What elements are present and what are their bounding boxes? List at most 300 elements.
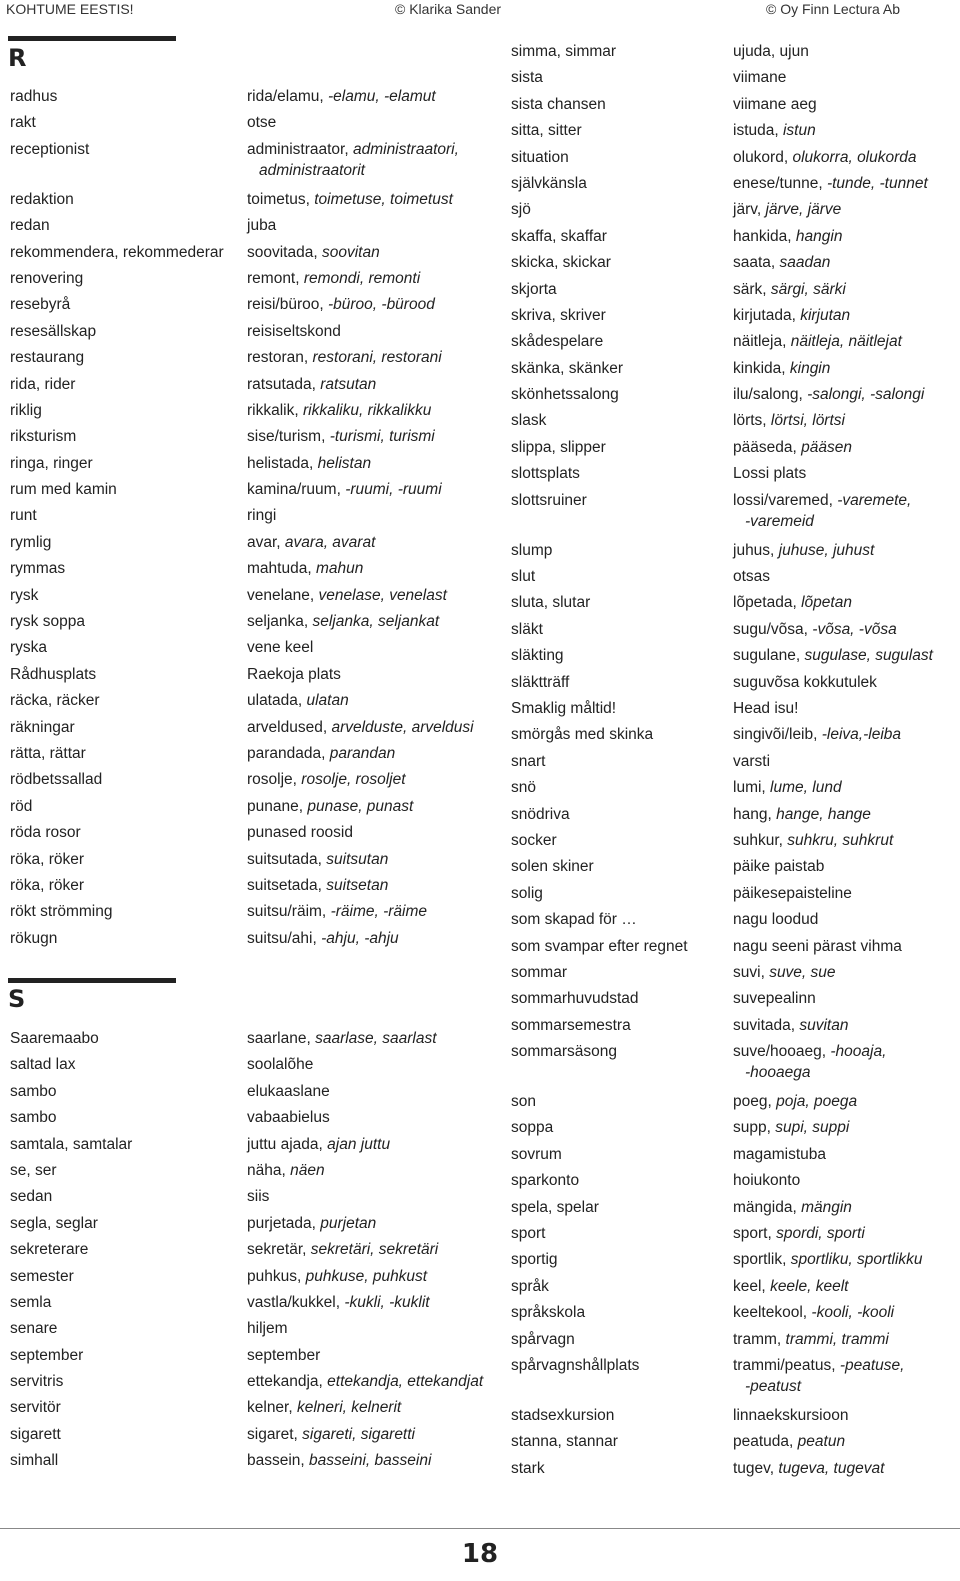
estonian-translation: [247, 1132, 390, 1158]
inflected-forms: sugulase, sugulast: [804, 647, 933, 665]
estonian-translation: [247, 556, 363, 582]
swedish-term: rymmas: [10, 560, 66, 578]
translation-base: rikkalik,: [247, 401, 303, 419]
estonian-translation: [247, 398, 431, 424]
translation-base: lossi/varemed,: [733, 491, 838, 509]
estonian-translation: [733, 356, 830, 382]
dictionary-entry: [511, 907, 951, 933]
inflected-forms: toimetuse, toimetust: [314, 190, 453, 208]
translation-base: suitsutada,: [247, 850, 327, 868]
inflected-forms: lume, lund: [770, 779, 842, 797]
inflected-forms: pääsen: [801, 438, 852, 456]
dictionary-entry: [10, 609, 490, 635]
inflected-forms: -kooli, -kooli: [811, 1304, 895, 1322]
inflected-forms: arvelduste, arveldusi: [331, 718, 474, 736]
dictionary-entry: [511, 934, 951, 960]
translation-base: nagu seeni pärast vihma: [733, 937, 902, 955]
swedish-term: sjö: [511, 201, 531, 219]
swedish-term: sommarhuvudstad: [511, 990, 639, 1008]
dictionary-entry: [10, 345, 490, 371]
swedish-term: slask: [511, 412, 547, 430]
translation-base: sportlik,: [733, 1251, 791, 1269]
estonian-translation: [733, 1089, 857, 1115]
estonian-translation: [247, 84, 436, 110]
swedish-term: röka, röker: [10, 876, 85, 894]
swedish-term: släkting: [511, 647, 564, 665]
estonian-translation: [247, 1079, 330, 1105]
translation-base: keel,: [733, 1277, 771, 1295]
inflected-forms: mahun: [315, 560, 364, 578]
inflected-forms-continued: -varemeid: [745, 513, 814, 531]
estonian-translation: [247, 1237, 438, 1263]
estonian-translation: [733, 696, 798, 722]
translation-base: punased roosid: [247, 824, 353, 842]
estonian-translation: [733, 382, 924, 408]
estonian-translation: [247, 187, 453, 213]
swedish-term: rökugn: [10, 929, 58, 947]
dictionary-entry: [511, 118, 951, 144]
inflected-forms: rikkaliku, rikkalikku: [302, 401, 432, 419]
dictionary-entry: [511, 1247, 951, 1273]
translation-base: viimane aeg: [733, 95, 817, 113]
inflected-forms: soovitan: [321, 243, 380, 261]
estonian-translation: [733, 1115, 849, 1141]
translation-base: saata,: [733, 254, 780, 272]
translation-base: vabaabielus: [247, 1109, 330, 1127]
swedish-term: ringa, ringer: [10, 454, 93, 472]
dictionary-entry: [10, 1026, 490, 1052]
swedish-term: saltad lax: [10, 1056, 76, 1074]
dictionary-entry: [10, 1158, 490, 1184]
dictionary-entry: [10, 1132, 490, 1158]
estonian-translation: [733, 749, 770, 775]
dictionary-entry: [511, 145, 951, 171]
translation-base: supp,: [733, 1119, 776, 1137]
inflected-forms: ulatan: [306, 692, 349, 710]
estonian-translation: [733, 145, 917, 171]
dictionary-entry: [10, 820, 490, 846]
swedish-term: skicka, skickar: [511, 254, 611, 272]
estonian-translation: [247, 213, 276, 239]
translation-base: kirjutada,: [733, 306, 801, 324]
translation-base: kamina/ruum,: [247, 481, 346, 499]
swedish-term: radhus: [10, 88, 58, 105]
dictionary-entry: [511, 92, 951, 118]
estonian-translation: [733, 722, 901, 748]
dictionary-entry: [511, 802, 951, 828]
swedish-term: rakt: [10, 114, 36, 132]
translation-base: puhkus,: [247, 1267, 306, 1285]
estonian-translation: [733, 65, 786, 91]
translation-base: viimane: [733, 69, 787, 87]
dictionary-entry: [10, 110, 490, 136]
dictionary-entry: [511, 828, 951, 854]
estonian-translation: [247, 451, 371, 477]
inflected-forms: -võsa, -võsa: [812, 620, 897, 638]
estonian-translation: [247, 137, 459, 187]
inflected-forms: -ahju, -ahju: [321, 929, 399, 947]
estonian-translation: [247, 767, 406, 793]
estonian-translation: [247, 635, 313, 661]
dictionary-entry: [511, 329, 951, 355]
estonian-translation: [733, 670, 877, 696]
inflected-forms: suitsetan: [326, 876, 389, 894]
swedish-term: sigarett: [10, 1425, 61, 1443]
dictionary-entry: [511, 39, 951, 65]
estonian-translation: [247, 1316, 287, 1342]
translation-base: vastla/kukkel,: [247, 1293, 345, 1311]
translation-base: reisiseltskond: [247, 322, 341, 340]
estonian-translation: [247, 609, 439, 635]
translation-base: ettekandja,: [247, 1373, 328, 1391]
swedish-term: skriva, skriver: [511, 306, 606, 324]
swedish-term: rödbetssallad: [10, 771, 103, 789]
dictionary-entry: [10, 1395, 490, 1421]
translation-base: sigaret,: [247, 1425, 303, 1443]
estonian-translation: [247, 1158, 325, 1184]
translation-base: vene keel: [247, 639, 314, 657]
dictionary-entry: [511, 1115, 951, 1141]
right-column-entries: [511, 39, 951, 1482]
translation-base: keeltekool,: [733, 1304, 812, 1322]
estonian-translation: [247, 319, 341, 345]
dictionary-entry: [511, 749, 951, 775]
dictionary-entry: [10, 1052, 490, 1078]
translation-base: elukaaslane: [247, 1082, 330, 1100]
estonian-translation: [733, 960, 836, 986]
translation-base: sugu/võsa,: [733, 620, 813, 638]
dictionary-entry: [10, 873, 490, 899]
estonian-translation: [247, 424, 435, 450]
inflected-forms: poja, poega: [776, 1093, 858, 1111]
swedish-term: rymlig: [10, 533, 52, 551]
swedish-term: snö: [511, 779, 536, 797]
dictionary-entry: [511, 382, 951, 408]
swedish-term: sista: [511, 69, 543, 87]
dictionary-entry: [10, 1369, 490, 1395]
inflected-forms: hange, hange: [776, 805, 871, 823]
swedish-term: riksturism: [10, 428, 77, 446]
header-center: © Klarika Sander: [395, 1, 502, 17]
swedish-term: rysk: [10, 586, 39, 604]
estonian-translation: [733, 329, 902, 355]
inflected-forms: -peatuse,: [839, 1356, 905, 1374]
inflected-forms: suve, sue: [769, 963, 836, 981]
translation-base: restoran,: [247, 349, 313, 367]
page-number: 18: [461, 1539, 499, 1569]
section-s-entries: [10, 1026, 490, 1475]
estonian-translation: [733, 564, 770, 590]
estonian-translation: [247, 1052, 313, 1078]
dictionary-entry: [10, 137, 490, 187]
translation-base: enese/tunne,: [733, 174, 827, 192]
swedish-term: språk: [511, 1277, 549, 1295]
translation-base: suvi,: [733, 963, 770, 981]
dictionary-entry: [511, 356, 951, 382]
swedish-term: rekommendera, rekommederar: [10, 243, 224, 261]
dictionary-entry: [511, 564, 951, 590]
page-header: [0, 0, 960, 22]
inflected-forms: -salongi, -salongi: [807, 386, 925, 404]
swedish-term: sluta, slutar: [511, 594, 591, 612]
estonian-translation: [733, 197, 841, 223]
translation-base: reisi/büroo,: [247, 296, 328, 314]
estonian-translation: [247, 1264, 427, 1290]
dictionary-entry: [511, 960, 951, 986]
swedish-term: stadsexkursion: [511, 1406, 615, 1424]
swedish-term: runt: [10, 507, 37, 525]
dictionary-entry: [511, 538, 951, 564]
translation-base: näha,: [247, 1161, 291, 1179]
inflected-forms: peatun: [797, 1433, 846, 1451]
swedish-term: Saaremaabo: [10, 1030, 99, 1047]
translation-base: administraator,: [247, 140, 353, 158]
inflected-forms: administraatori,: [352, 140, 459, 158]
dictionary-entry: [511, 881, 951, 907]
swedish-term: röd: [10, 797, 33, 815]
swedish-term: slottsruiner: [511, 491, 587, 509]
estonian-translation: [247, 847, 388, 873]
inflected-forms: -büroo, -bürood: [327, 296, 435, 314]
estonian-translation: [247, 530, 375, 556]
swedish-term: sparkonto: [511, 1172, 580, 1190]
inflected-forms: mängin: [801, 1198, 852, 1216]
estonian-translation: [733, 1039, 886, 1089]
translation-base: ilu/salong,: [733, 386, 808, 404]
translation-base: suve/hooaeg,: [733, 1043, 831, 1061]
swedish-term: slump: [511, 541, 553, 559]
translation-base: soolalõhe: [247, 1056, 314, 1074]
swedish-term: Rådhusplats: [10, 665, 97, 683]
dictionary-entry: [511, 171, 951, 197]
translation-base: sport,: [733, 1225, 777, 1243]
inflected-forms: suvitan: [799, 1016, 849, 1034]
dictionary-entry: [10, 84, 490, 110]
swedish-term: självkänsla: [511, 174, 587, 192]
swedish-term: språkskola: [511, 1304, 586, 1322]
inflected-forms: kingin: [789, 359, 831, 377]
dictionary-entry: [511, 1013, 951, 1039]
dictionary-entry: [511, 1195, 951, 1221]
translation-base: september: [247, 1346, 321, 1364]
dictionary-entry: [10, 1422, 490, 1448]
swedish-term: samtala, samtalar: [10, 1135, 133, 1153]
swedish-term: röka, röker: [10, 850, 85, 868]
swedish-term: renovering: [10, 269, 84, 287]
translation-base: saarlane,: [247, 1030, 316, 1047]
inflected-forms: -leiva,-leiba: [821, 726, 902, 744]
dictionary-entry: [511, 1142, 951, 1168]
translation-base: hankida,: [733, 227, 796, 245]
estonian-translation: [733, 408, 845, 434]
dictionary-entry: [511, 590, 951, 616]
dictionary-entry: [511, 1300, 951, 1326]
estonian-translation: [733, 1274, 848, 1300]
translation-base: otse: [247, 114, 277, 132]
section-r-bar: [8, 36, 176, 41]
section-s-letter: S: [8, 985, 26, 1013]
translation-base: mängida,: [733, 1198, 802, 1216]
inflected-forms: helistan: [317, 454, 372, 472]
dictionary-entry: [10, 503, 490, 529]
swedish-term: slottsplats: [511, 465, 580, 483]
section-s-bar: [8, 978, 176, 983]
dictionary-entry: [10, 662, 490, 688]
estonian-translation: [733, 461, 806, 487]
translation-base: suvepealinn: [733, 990, 816, 1008]
translation-base: mahtuda,: [247, 560, 316, 578]
swedish-term: redaktion: [10, 190, 74, 208]
dictionary-entry: [511, 722, 951, 748]
translation-base: sise/turism,: [247, 428, 330, 446]
swedish-term: Smaklig måltid!: [511, 699, 617, 717]
dictionary-entry: [511, 1456, 951, 1482]
estonian-translation: [247, 926, 399, 952]
swedish-term: spela, spelar: [511, 1198, 599, 1216]
translation-base: siis: [247, 1188, 270, 1206]
translation-base: tugev,: [733, 1459, 779, 1477]
swedish-term: rum med kamin: [10, 481, 117, 499]
translation-base: ulatada,: [247, 692, 307, 710]
inflected-forms: sigareti, sigaretti: [302, 1425, 415, 1443]
inflected-forms: ajan juttu: [327, 1135, 391, 1153]
translation-base: ratsutada,: [247, 375, 321, 393]
inflected-forms: spordi, sporti: [776, 1225, 865, 1243]
dictionary-entry: [10, 794, 490, 820]
estonian-translation: [733, 118, 816, 144]
inflected-forms: venelase, venelast: [318, 586, 447, 604]
estonian-translation: [247, 1290, 430, 1316]
swedish-term: servitör: [10, 1399, 61, 1417]
swedish-term: simhall: [10, 1452, 59, 1470]
estonian-translation: [733, 277, 846, 303]
estonian-translation: [247, 477, 442, 503]
estonian-translation: [733, 1403, 848, 1429]
swedish-term: resebyrå: [10, 296, 71, 314]
swedish-term: stark: [511, 1459, 545, 1477]
estonian-translation: [247, 372, 376, 398]
inflected-forms-continued: -peatust: [745, 1378, 802, 1396]
translation-base: juba: [247, 217, 277, 235]
estonian-translation: [247, 1343, 320, 1369]
estonian-translation: [733, 1327, 889, 1353]
estonian-translation: [733, 1353, 904, 1403]
swedish-term: snart: [511, 752, 546, 770]
inflected-forms: ettekandja, ettekandjat: [327, 1373, 484, 1391]
inflected-forms: kelneri, kelnerit: [296, 1399, 402, 1417]
swedish-term: rökt strömming: [10, 903, 113, 921]
inflected-forms: -hooaja,: [830, 1043, 887, 1061]
translation-base: pääseda,: [733, 438, 802, 456]
estonian-translation: [733, 1195, 852, 1221]
dictionary-entry: [511, 775, 951, 801]
translation-base: olukord,: [733, 148, 793, 166]
estonian-translation: [733, 39, 809, 65]
translation-base: särk,: [733, 280, 771, 298]
estonian-translation: [733, 488, 911, 538]
inflected-forms: keele, keelt: [770, 1277, 849, 1295]
dictionary-entry: [511, 197, 951, 223]
estonian-translation: [733, 986, 816, 1012]
swedish-term: sportig: [511, 1251, 558, 1269]
swedish-term: sedan: [10, 1188, 53, 1206]
dictionary-entry: [10, 583, 490, 609]
estonian-translation: [733, 1456, 884, 1482]
swedish-term: situation: [511, 148, 569, 166]
swedish-term: sambo: [10, 1109, 57, 1127]
dictionary-entry: [10, 1237, 490, 1263]
swedish-term: ryska: [10, 639, 48, 657]
inflected-forms: lõpetan: [801, 594, 852, 612]
swedish-term: resesällskap: [10, 322, 97, 340]
swedish-term: spårvagnshållplats: [511, 1356, 640, 1374]
estonian-translation: [247, 794, 413, 820]
estonian-translation: [733, 1221, 865, 1247]
translation-base: Lossi plats: [733, 465, 807, 483]
translation-base: helistada,: [247, 454, 318, 472]
estonian-translation: [247, 1026, 437, 1052]
estonian-translation: [733, 643, 933, 669]
estonian-translation: [733, 303, 850, 329]
inflected-forms: purjetan: [320, 1214, 377, 1232]
section-r-entries: [10, 84, 490, 952]
estonian-translation: [733, 538, 874, 564]
swedish-term: skänka, skänker: [511, 359, 623, 377]
dictionary-entry: [511, 408, 951, 434]
dictionary-entry: [511, 1429, 951, 1455]
dictionary-entry: [10, 847, 490, 873]
swedish-term: skådespelare: [511, 333, 604, 351]
dictionary-entry: [10, 187, 490, 213]
inflected-forms-continued: -hooaega: [745, 1064, 811, 1082]
swedish-term: räcka, räcker: [10, 692, 100, 710]
estonian-translation: [733, 1300, 894, 1326]
inflected-forms: -elamu, -elamut: [327, 88, 436, 105]
dictionary-entry: [10, 715, 490, 741]
translation-base: tramm,: [733, 1330, 786, 1348]
swedish-term: skaffa, skaffar: [511, 227, 607, 245]
translation-base: ujuda, ujun: [733, 43, 809, 60]
dictionary-entry: [10, 530, 490, 556]
swedish-term: sovrum: [511, 1145, 562, 1163]
inflected-forms: avara, avarat: [284, 533, 376, 551]
translation-base: trammi/peatus,: [733, 1356, 840, 1374]
swedish-term: stanna, stannar: [511, 1433, 618, 1451]
estonian-translation: [733, 224, 842, 250]
swedish-term: semester: [10, 1267, 74, 1285]
dictionary-entry: [511, 1168, 951, 1194]
inflected-forms: suitsutan: [326, 850, 389, 868]
dictionary-entry: [10, 556, 490, 582]
translation-base: purjetada,: [247, 1214, 321, 1232]
swedish-term: son: [511, 1093, 536, 1111]
translation-base: hang,: [733, 805, 777, 823]
dictionary-entry: [10, 292, 490, 318]
translation-base: rida/elamu,: [247, 88, 328, 105]
translation-base: peatuda,: [733, 1433, 798, 1451]
translation-base: lumi,: [733, 779, 771, 797]
inflected-forms: särgi, särki: [770, 280, 846, 298]
estonian-translation: [733, 881, 852, 907]
dictionary-entry: [10, 266, 490, 292]
estonian-translation: [733, 250, 830, 276]
inflected-forms: -ruumi, -ruumi: [345, 481, 442, 499]
translation-base: sugulane,: [733, 647, 805, 665]
translation-base: juhus,: [733, 541, 779, 559]
estonian-translation: [733, 435, 852, 461]
dictionary-entry: [10, 635, 490, 661]
swedish-term: solig: [511, 884, 543, 902]
